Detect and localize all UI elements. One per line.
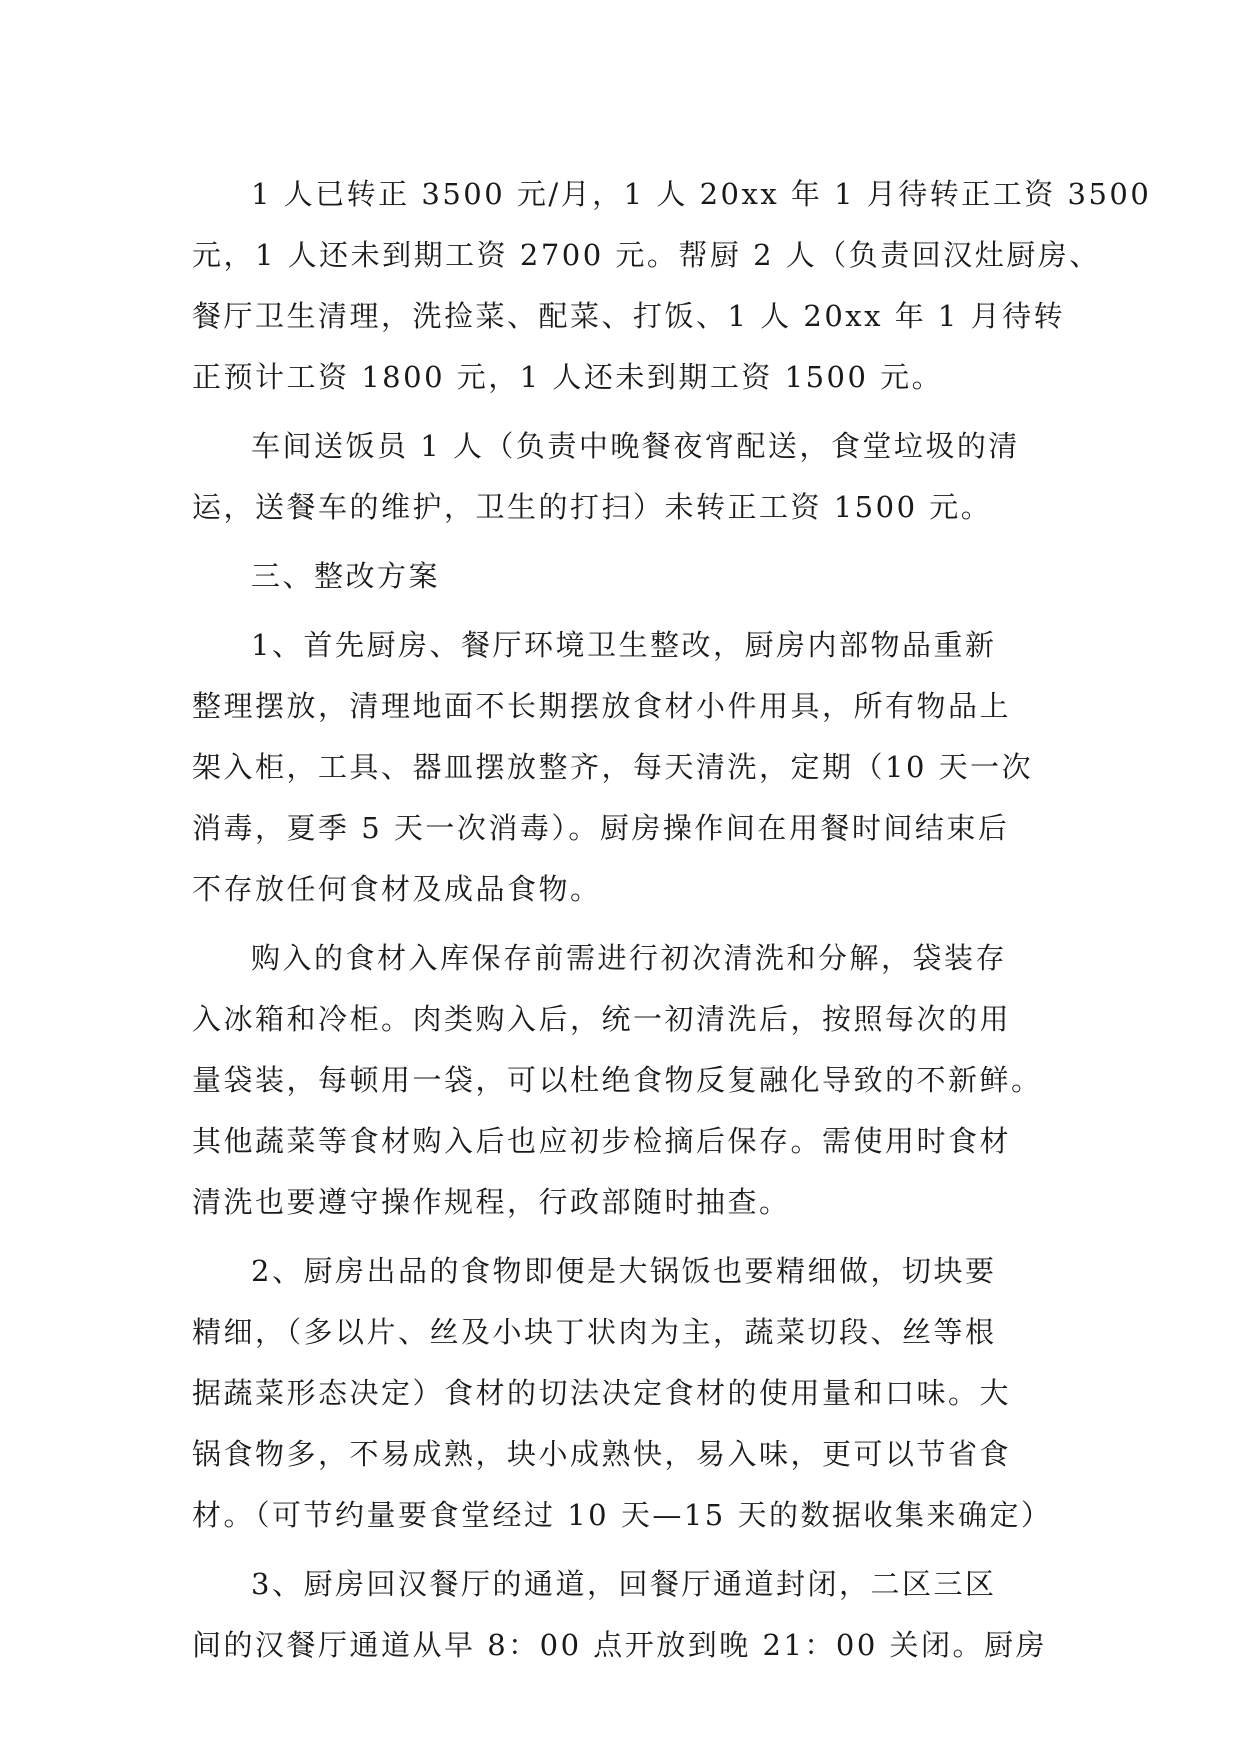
paragraph-item1-line-1: 1、首先厨房、餐厅环境卫生整改，厨房内部物品重新 xyxy=(251,628,997,662)
section-heading: 三、整改方案 xyxy=(251,559,441,593)
paragraph-delivery-line-1: 车间送饭员 1 人（负责中晚餐夜宵配送，食堂垃圾的清 xyxy=(251,429,1020,463)
paragraph-item2-line-5: 材。（可节约量要食堂经过 10 天—15 天的数据收集来确定） xyxy=(192,1498,1053,1532)
paragraph-item2-line-4: 锅食物多，不易成熟，块小成熟快，易入味，更可以节省食 xyxy=(192,1437,1012,1471)
paragraph-item3-line-2: 间的汉餐厅通道从早 8：00 点开放到晚 21：00 关闭。厨房 xyxy=(192,1628,1048,1662)
paragraph-item2-line-1: 2、厨房出品的食物即便是大锅饭也要精细做，切块要 xyxy=(251,1254,997,1288)
paragraph-storage-line-5: 清洗也要遵守操作规程，行政部随时抽查。 xyxy=(192,1185,791,1219)
paragraph-item2-line-3: 据蔬菜形态决定）食材的切法决定食材的使用量和口味。大 xyxy=(192,1376,1012,1410)
paragraph-storage-line-3: 量袋装，每顿用一袋，可以杜绝食物反复融化导致的不新鲜。 xyxy=(192,1063,1043,1097)
paragraph-storage-line-2: 入冰箱和冷柜。肉类购入后，统一初清洗后，按照每次的用 xyxy=(192,1002,1012,1036)
paragraph-staff-cooks-line-1: 1 人已转正 3500 元/月，1 人 20xx 年 1 月待转正工资 3500 xyxy=(251,177,1152,211)
paragraph-item1-line-4: 消毒，夏季 5 天一次消毒）。厨房操作间在用餐时间结束后 xyxy=(192,811,1010,845)
document-body xyxy=(192,164,1152,1676)
paragraph-delivery-line-2: 运，送餐车的维护，卫生的打扫）未转正工资 1500 元。 xyxy=(192,490,993,524)
paragraph-staff-cooks-line-2: 元，1 人还未到期工资 2700 元。帮厨 2 人（负责回汉灶厨房、 xyxy=(192,238,1101,272)
paragraph-storage-line-1: 购入的食材入库保存前需进行初次清洗和分解，袋装存 xyxy=(251,941,1008,975)
paragraph-item3-line-1: 3、厨房回汉餐厅的通道，回餐厅通道封闭，二区三区 xyxy=(251,1567,997,1601)
paragraph-item1-line-3: 架入柜，工具、器皿摆放整齐，每天清洗，定期（10 天一次 xyxy=(192,750,1034,784)
paragraph-item1-line-5: 不存放任何食材及成品食物。 xyxy=(192,872,602,906)
paragraph-staff-cooks-line-3: 餐厅卫生清理，洗捡菜、配菜、打饭、1 人 20xx 年 1 月待转 xyxy=(192,299,1066,333)
paragraph-storage-line-4: 其他蔬菜等食材购入后也应初步检摘后保存。需使用时食材 xyxy=(192,1124,1012,1158)
paragraph-item1-line-2: 整理摆放，清理地面不长期摆放食材小件用具，所有物品上 xyxy=(192,689,1012,723)
paragraph-item2-line-2: 精细，（多以片、丝及小块丁状肉为主，蔬菜切段、丝等根 xyxy=(192,1315,997,1349)
paragraph-staff-cooks-line-4: 正预计工资 1800 元，1 人还未到期工资 1500 元。 xyxy=(192,360,944,394)
